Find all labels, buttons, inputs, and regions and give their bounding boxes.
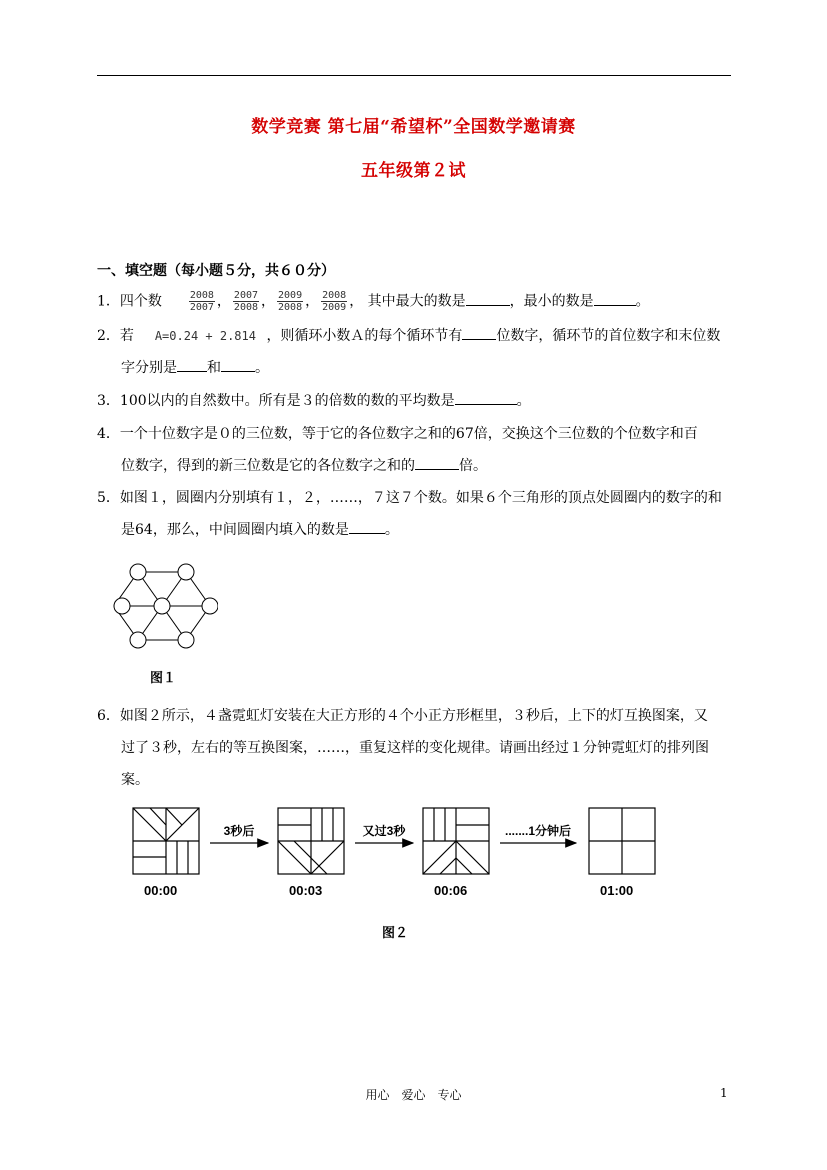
figure-2-caption: 图２ — [382, 925, 409, 940]
header-rule — [97, 75, 731, 76]
question-3: 3．100以内的自然数中。所有是３的倍数的数的平均数是 。 — [97, 390, 531, 410]
question-6: 6．如图２所示，４盏霓虹灯安装在大正方形的４个小正方形框里，３秒后，上下的灯互换图案，又 — [97, 708, 708, 724]
fraction-3: $\frac{2009}{2008}$ — [278, 290, 303, 313]
question-4-line-2: 位数字，得到的新三位数是它的各位数字之和的 倍。 — [121, 455, 487, 475]
question-1: 1．四个数 $\frac{2008}{2007}$ ， $\frac{2007}{2008}$ ， $\frac{2009}{2008}$ ， $\frac{2008}{2009}$ ， 其中最大的数是 ，最小的数是 。 — [97, 290, 650, 313]
figure-1-caption: 图１ — [150, 670, 177, 685]
page-title: 数学竞赛 第七届“希望杯”全国数学邀请赛 — [251, 117, 576, 137]
fraction-4: $\frac{2008}{2009}$ — [322, 290, 347, 313]
answer-blank[interactable] — [466, 291, 510, 306]
question-5: 5．如图１，圆圈内分别填有１，２，……，７这７个数。如果６个三角形的顶点处圆圈内的数字的和 — [97, 490, 722, 506]
answer-blank[interactable] — [462, 325, 496, 340]
question-4: 4．一个十位数字是０的三位数，等于它的各位数字之和的67倍，交换这个三位数的个位数字和百 — [97, 426, 698, 442]
page-subtitle: 五年级第２试 — [361, 161, 466, 181]
figure-1-hexagon-diagram — [108, 560, 218, 660]
page-number: 1 — [720, 1086, 728, 1100]
section-heading: 一、填空题（每小题５分，共６０分） — [97, 263, 335, 279]
arrow-label-1min: .......1分钟后 — [504, 824, 572, 838]
page-footer: 用心 爱心 专心 — [365, 1088, 462, 1102]
time-label-4: 01:00 — [600, 883, 634, 898]
question-2-line-2: 字分别是 和 。 — [121, 357, 269, 377]
time-label-2: 00:03 — [289, 883, 323, 898]
fraction-1: $\frac{2008}{2007}$ — [189, 290, 214, 313]
question-2: 2．若 A=0.24 + 2.814 ，则循环小数Ａ的每个循环节有 位数字，循环节的首位数字和末位数 — [97, 325, 720, 345]
question-6-line-3: 案。 — [121, 772, 149, 788]
question-5-line-2: 是64，那么，中间圆圈内填入的数是 。 — [121, 519, 399, 539]
fraction-2: $\frac{2007}{2008}$ — [233, 290, 259, 313]
arrow-label-another-3s: 又过3秒 — [362, 824, 406, 838]
arrow-label-3s: 3秒后 — [223, 824, 255, 838]
pattern-square-0100-blank — [589, 808, 655, 874]
answer-blank[interactable] — [177, 357, 207, 372]
question-6-line-2: 过了３秒，左右的等互换图案，……，重复这样的变化规律。请画出经过１分钟霓虹灯的排列图 — [121, 740, 709, 756]
answer-blank[interactable] — [455, 390, 517, 405]
answer-blank[interactable] — [349, 519, 385, 534]
pattern-square-0000 — [133, 808, 199, 874]
time-label-3: 00:06 — [434, 883, 468, 898]
figure-2-neon-lights-diagram — [130, 805, 670, 885]
pattern-square-0006 — [423, 808, 489, 874]
answer-blank[interactable] — [415, 455, 459, 470]
time-label-1: 00:00 — [144, 883, 178, 898]
answer-blank[interactable] — [221, 357, 255, 372]
pattern-square-0003 — [278, 808, 344, 874]
recurring-decimal-formula: A=0.24 + 2.814 — [154, 329, 256, 343]
answer-blank[interactable] — [594, 291, 636, 306]
